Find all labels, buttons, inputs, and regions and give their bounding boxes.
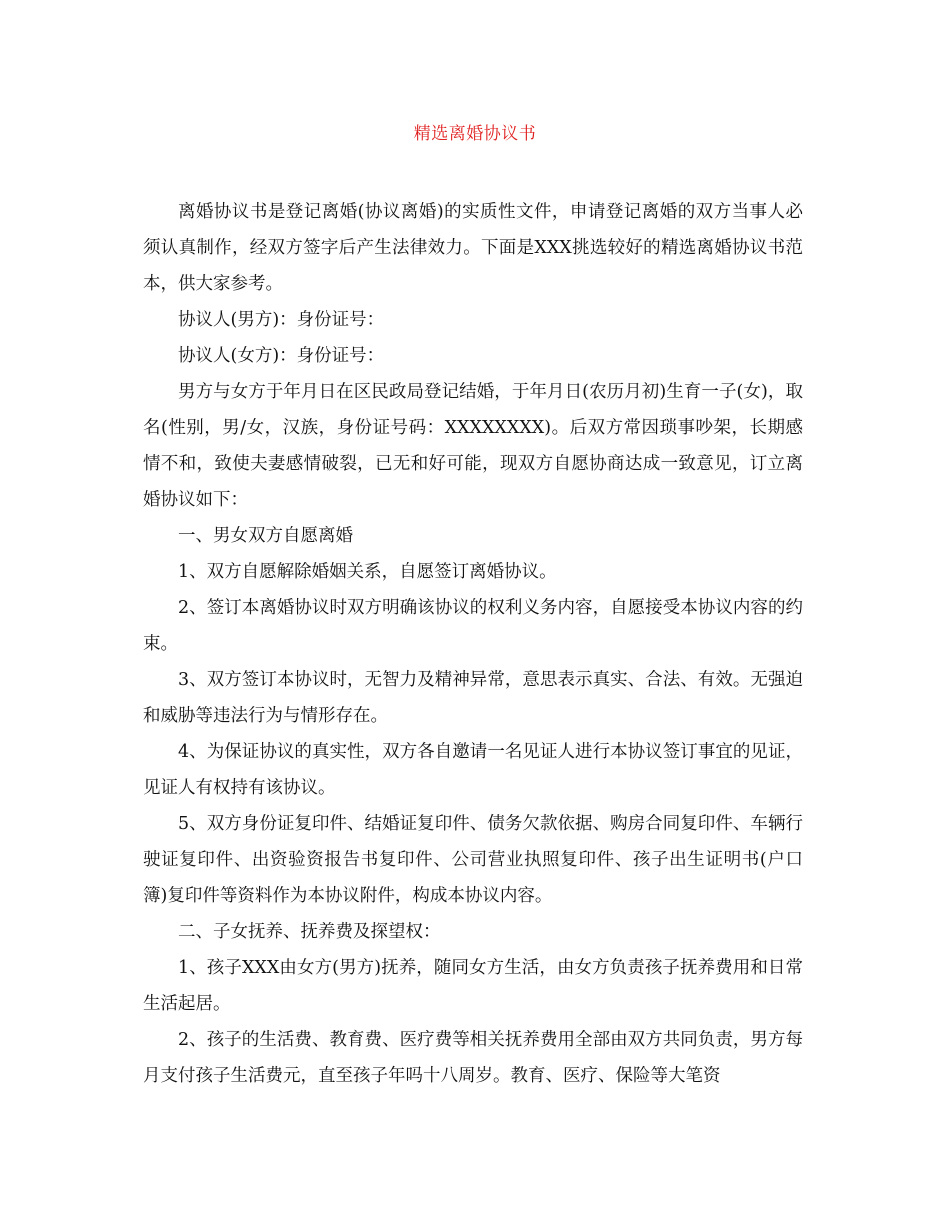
clause-1: 1、双方自愿解除婚姻关系，自愿签订离婚协议。 <box>178 562 557 582</box>
clause-3: 3、双方签订本协议时，无智力及精神异常，意思表示真实、合法、有效。无强迫和威胁等违法行为与情形存在。 <box>143 670 803 726</box>
custody-clause-2: 2、孩子的生活费、教育费、医疗费等相关抚养费用全部由双方共同负责，男方每月支付孩子生活费元，直至孩子年吗十八周岁。教育、医疗、保险等大笔资 <box>143 1030 803 1086</box>
custody-clause-1: 1、孩子XXX由女方(男方)抚养，随同女方生活，由女方负责孩子抚养费用和日常生活起居。 <box>143 958 803 1014</box>
paragraph-party-male: 协议人(男方)：身份证号： <box>178 310 385 330</box>
paragraph-intro: 离婚协议书是登记离婚(协议离婚)的实质性文件，申请登记离婚的双方当事人必须认真制作，经双方签字后产生法律效力。下面是XXX挑选较好的精选离婚协议书范本，供大家参考。 <box>143 202 803 294</box>
section-heading-divorce: 一、男女双方自愿离婚 <box>178 526 353 546</box>
clause-2: 2、签订本离婚协议时双方明确该协议的权利义务内容，自愿接受本协议内容的约束。 <box>143 598 803 654</box>
clause-5: 5、双方身份证复印件、结婚证复印件、债务欠款依据、购房合同复印件、车辆行驶证复印件、出资验资报告书复印件、公司营业执照复印件、孩子出生证明书(户口簿)复印件等资料作为本协议附件，构成本协议内容。 <box>143 814 803 906</box>
paragraph-party-female: 协议人(女方)：身份证号： <box>178 346 385 366</box>
paragraph-background: 男方与女方于年月日在区民政局登记结婚，于年月日(农历月初)生育一子(女)，取名(性别，男/女，汉族，身份证号码：XXXXXXXX)。后双方常因琐事吵架，长期感情不和，致使夫妻感情破裂，已无和好可能，现双方自愿协商达成一致意见，订立离婚协议如下： <box>143 382 803 510</box>
section-heading-custody: 二、子女抚养、抚养费及探望权： <box>178 922 441 942</box>
clause-4: 4、为保证协议的真实性，双方各自邀请一名见证人进行本协议签订事宜的见证，见证人有权持有该协议。 <box>143 742 803 798</box>
document-body <box>143 194 803 1094</box>
document-title: 精选离婚协议书 <box>413 124 537 144</box>
